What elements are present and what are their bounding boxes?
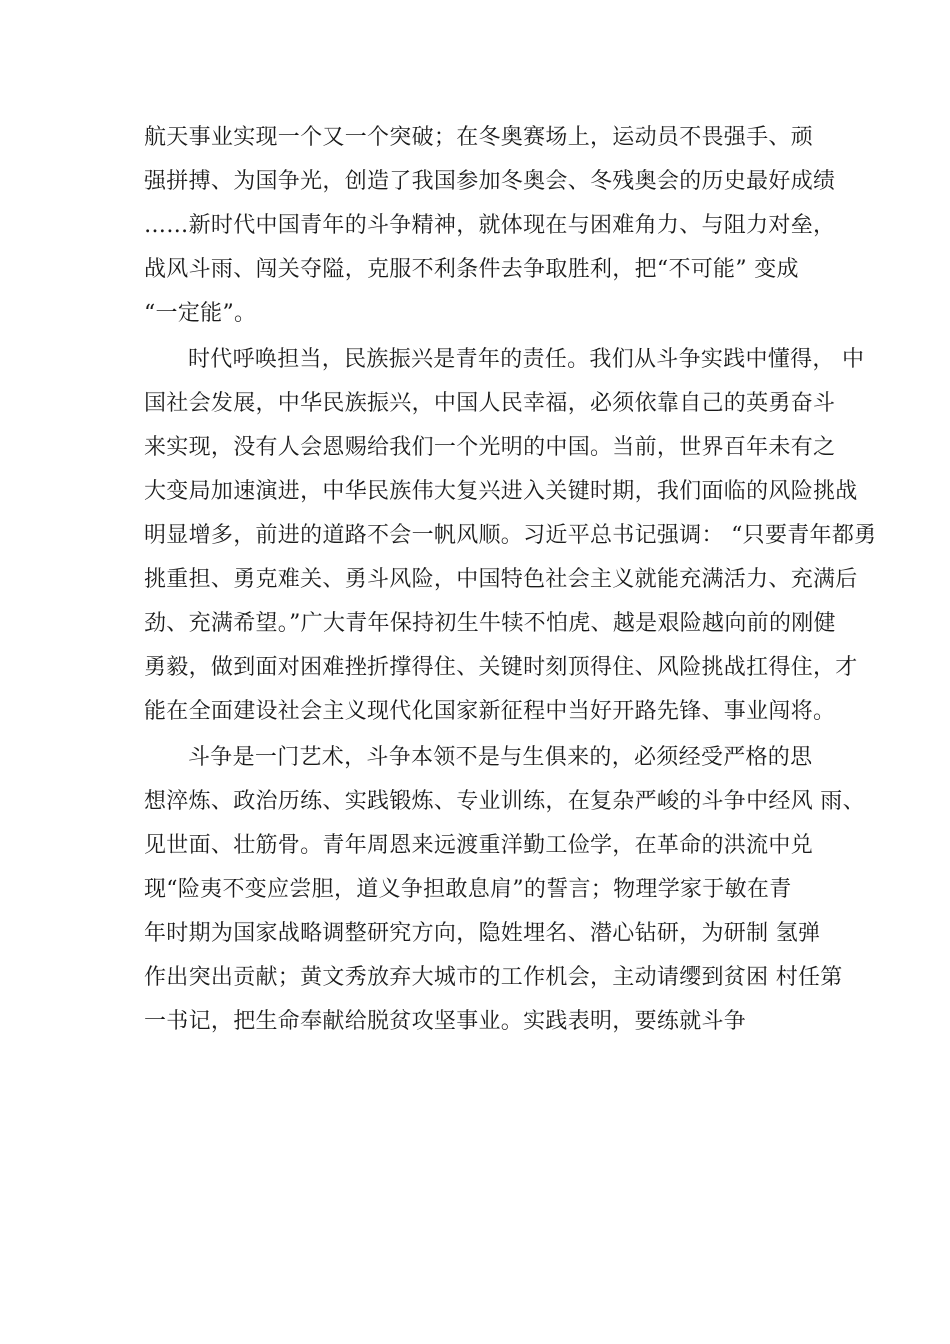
paragraph-3-line-3: 见世面、壮筋骨。青年周恩来远渡重洋勤工俭学，在革命的洪流中兑 — [144, 833, 814, 858]
paragraph-3-line-5: 年时期为国家战略调整研究方向，隐姓埋名、潜心钻研，为研制 氢弹 — [144, 921, 821, 946]
paragraph-1-line-2: 强拼搏、为国争光，创造了我国参加冬奥会、冬残奥会的历史最好成绩 — [144, 169, 836, 194]
paragraph-2-line-2: 国社会发展，中华民族振兴，中国人民幸福，必须依靠自己的英勇奋斗 — [144, 391, 836, 416]
paragraph-2-line-9: 能在全面建设社会主义现代化国家新征程中当好开路先锋、事业闯将。 — [144, 699, 836, 724]
paragraph-2-line-1: 时代呼唤担当，民族振兴是青年的责任。我们从斗争实践中懂得， 中 — [188, 347, 865, 372]
paragraph-2-line-5: 明显增多，前进的道路不会一帆风顺。习近平总书记强调： “只要青年都勇 — [144, 523, 877, 548]
paragraph-2-line-8: 勇毅，做到面对困难挫折撑得住、关键时刻顶得住、风险挑战扛得住，才 — [144, 655, 858, 680]
paragraph-1-line-5: “一定能”。 — [144, 301, 257, 326]
paragraph-1-line-3: ……新时代中国青年的斗争精神，就体现在与困难角力、与阻力对垒， — [144, 213, 836, 238]
paragraph-3-line-2: 想淬炼、政治历练、实践锻炼、专业训练，在复杂严峻的斗争中经风 雨、 — [144, 789, 865, 814]
paragraph-1-line-1: 航天事业实现一个又一个突破；在冬奥赛场上，运动员不畏强手、顽 — [144, 125, 814, 150]
paragraph-2-line-6: 挑重担、勇克难关、勇斗风险，中国特色社会主义就能充满活力、充满后 — [144, 567, 858, 592]
paragraph-3-line-6: 作出突出贡献；黄文秀放弃大城市的工作机会，主动请缨到贫困 村任第 — [144, 965, 843, 990]
paragraph-3-line-7: 一书记，把生命奉献给脱贫攻坚事业。实践表明，要练就斗争 — [144, 1009, 747, 1034]
paragraph-3-line-1: 斗争是一门艺术，斗争本领不是与生俱来的，必须经受严格的思 — [188, 745, 813, 770]
paragraph-1-line-4: 战风斗雨、闯关夺隘，克服不利条件去争取胜利，把“不可能” 变成 — [144, 257, 799, 282]
paragraph-2-line-3: 来实现，没有人会恩赐给我们一个光明的中国。当前，世界百年未有之 — [144, 435, 836, 460]
paragraph-2-line-7: 劲、充满希望。”广大青年保持初生牛犊不怕虎、越是艰险越向前的刚健 — [144, 611, 836, 636]
paragraph-3-line-4: 现“险夷不变应尝胆，道义争担敢息肩”的誓言；物理学家于敏在青 — [144, 877, 792, 902]
paragraph-2-line-4: 大变局加速演进，中华民族伟大复兴进入关键时期，我们面临的风险挑战 — [144, 479, 858, 504]
